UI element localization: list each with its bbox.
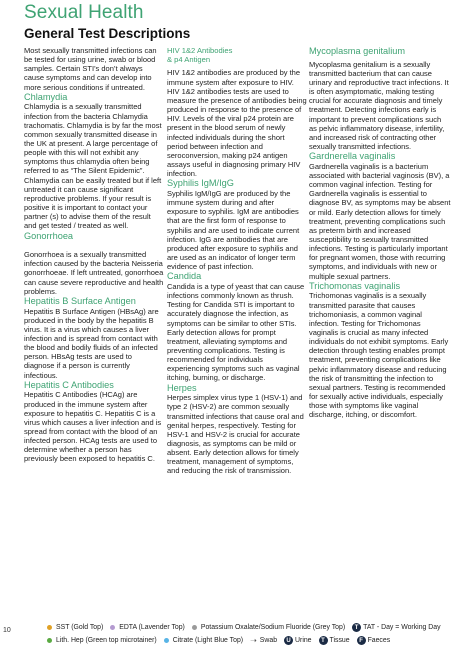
legend-label-tissue: Tissue bbox=[329, 637, 350, 644]
section-text-trichomonas: Trichomonas vaginalis is a sexually transmitted parasite that causes trichomoniasis, a common vaginal infection. Testing for Trichomonas vaginalis is crucial as many infected individuals do not exhibit symptoms. Early detection through testing enables prompt treatment, preventing complications like pelvic inflammatory disease and reducing the risk of transmitting the infection to sexual partners. Testing is recommended for sexually active individuals, especially those with symptoms like vaginal discharge, itching, or discomfort. bbox=[309, 291, 449, 420]
legend-item-lith bbox=[47, 637, 157, 644]
section-text-hepatitis-c: Hepatitis C Antibodies (HCAg) are produced in the immune system after exposure to hepatitis C. Hepatitis C is a virus which causes a liver infection and is spread from contact with the blood of an infected person. HCAg tests are used to determine whether a person has previously been exposed to hepatitis C. bbox=[24, 390, 162, 464]
section-heading-candida: Candida bbox=[167, 271, 202, 282]
page-number: 10 bbox=[3, 627, 11, 634]
legend-item-faeces bbox=[357, 636, 391, 645]
column-3 bbox=[309, 46, 451, 420]
section-heading-syphilis: Syphilis IgM/IgG bbox=[167, 178, 234, 189]
legend-label-citrate: Citrate (Light Blue Top) bbox=[172, 637, 244, 644]
legend-item-tissue bbox=[319, 636, 350, 645]
section-text-hepatitis-b: Hepatitis B Surface Antigen (HBsAg) are produced in the body by the hepatitis B virus. It is a virus which causes a liver infection and is spread from contact with the blood and bodily fluids of an infected person. HBsAg tests are used to diagnose if a person is currently infectious. bbox=[24, 306, 159, 380]
page-title: Sexual Health bbox=[24, 2, 144, 23]
section-text-syphilis: Syphilis IgM/IgG are produced by the immune system during and after exposure to syphilis. IgM are antibodies that are the first form of response to syphilis and are used to indicate current infection. IgG are antibodies that are produced after exposure to syphilis and are used as an indicator of longer term evidence of past infection. bbox=[167, 188, 300, 272]
section-heading-trichomonas: Trichomonas vaginalis bbox=[309, 280, 401, 291]
legend-label-urine: Urine bbox=[295, 637, 312, 644]
legend-label-tat: TAT - Day = Working Day bbox=[363, 624, 441, 631]
urine-badge-icon: U bbox=[284, 636, 293, 645]
section-text-chlamydia: Chlamydia is a sexually transmitted infection from the bacteria Chlamydia trachomatis. Chlamydia is by far the most common sexually transmitted disease in the UK at present. A large percentage of people with this will not exhibit any symptoms thus chlamydia often being referred to as “The Silent Epidemic”. Chlamydia can be easily treated but if left untreated it can cause significant reproductive problems. If your result is positive it is important to contact your partner (s) to advise them of the result and get tested / treated as well. bbox=[24, 102, 162, 231]
legend-label-sst: SST (Gold Top) bbox=[56, 624, 104, 631]
section-heading-hepatitis-c: Hepatitis C Antibodies bbox=[24, 379, 114, 390]
edta-dot-icon bbox=[110, 625, 115, 630]
legend-item-citrate bbox=[164, 637, 243, 644]
faeces-badge-icon: F bbox=[357, 636, 366, 645]
tissue-badge-icon: T bbox=[319, 636, 328, 645]
section-text-mycoplasma: Mycoplasma genitalium is a sexually transmitted bacterium that can cause urinary and reproductive tract infections. It is often asymptomatic, making testing crucial for accurate diagnosis and timely treatment. Detecting infections early is important to prevent complications such as pelvic inflammatory disease, infertility, and increased risk of contracting other sexually transmitted infections. bbox=[309, 59, 449, 151]
section-heading-chlamydia: Chlamydia bbox=[24, 91, 68, 102]
section-heading-gonorrhoea: Gonorrhoea bbox=[24, 230, 74, 241]
column-2 bbox=[167, 46, 307, 476]
section-text-gonorrhoea: Gonorrhoea is a sexually transmitted infection caused by the bacteria Neisseria gonorrhoeae. If left untreated, gonorrhoea can cause severe reproductive and health problems. bbox=[24, 250, 164, 296]
section-text-gardnerella: Gardnerella vaginalis is a bacterium associated with bacterial vaginosis (BV), a common vaginal infection. Testing for Gardnerella vaginalis is essential to diagnose BV, as symptoms may be absent or mild. Early detection allows for timely treatment, preventing complications such as preterm birth and increased susceptibility to sexually transmitted infections. Testing is particularly important for pregnant women, those with recurring symptoms, and individuals with new or multiple sexual partners. bbox=[309, 161, 451, 281]
page-subtitle: General Test Descriptions bbox=[24, 26, 191, 41]
legend-item-swab bbox=[250, 636, 277, 645]
section-text-herpes: Herpes simplex virus type 1 (HSV-1) and type 2 (HSV-2) are common sexually transmitted infections that cause oral and genital herpes, respectively. Testing for HSV-1 and HSV-2 is crucial for accurate diagnosis, as symptoms can be mild or absent. Early detection allows for timely treatment, management of symptoms, and reducing the risk of transmission. bbox=[167, 393, 304, 476]
legend-row-1 bbox=[47, 623, 457, 632]
citrate-dot-icon bbox=[164, 638, 169, 643]
section-heading-hepatitis-b: Hepatitis B Surface Antigen bbox=[24, 295, 136, 306]
sst-dot-icon bbox=[47, 625, 52, 630]
section-text-hiv: HIV 1&2 antibodies are produced by the immune system after exposure to HIV. HIV 1&2 antibodies tests are used to measure the presence of antibodies being produced in response to the presence of HIV. Levels of the viral p24 protein are present in the blood serum of newly infected individuals during the short period between infection and seroconversion, making p24 antigen assays useful in diagnosing primary HIV infection. bbox=[167, 68, 307, 179]
intro-text: Most sexually transmitted infections can be tested for using urine, swab or blood samples. Certain STI’s don’t always cause symptoms and can develop into more serious conditions if untreated. bbox=[24, 46, 157, 92]
legend-item-tat bbox=[352, 623, 440, 632]
legend-item-sst bbox=[47, 624, 103, 631]
section-text-candida: Candida is a type of yeast that can cause infections commonly known as thrush. Testing for Candida STI is important to accurately diagnose the infection, as symptoms can be similar to other STIs. Early detection allows for prompt treatment, alleviating symptoms and preventing complications. Testing is recommended for individuals experiencing symptoms such as vaginal itching, burning, or discharge. bbox=[167, 281, 305, 383]
lith-dot-icon bbox=[47, 638, 52, 643]
legend-item-edta bbox=[110, 624, 185, 631]
section-heading-hiv-line1: HIV 1&2 Antibodies bbox=[167, 46, 233, 55]
column-1 bbox=[24, 46, 164, 464]
section-heading-hiv-line2: & p4 Antigen bbox=[167, 55, 211, 65]
potassium-dot-icon bbox=[192, 625, 197, 630]
legend-label-edta: EDTA (Lavender Top) bbox=[119, 624, 185, 631]
legend-item-urine bbox=[284, 636, 311, 645]
section-heading-mycoplasma: Mycoplasma genitalium bbox=[309, 46, 405, 56]
section-heading-gardnerella: Gardnerella vaginalis bbox=[309, 151, 396, 162]
legend-label-faeces: Faeces bbox=[367, 637, 391, 644]
section-heading-herpes: Herpes bbox=[167, 382, 197, 393]
legend-label-potassium: Potassium Oxalate/Sodium Fluoride (Grey Top) bbox=[200, 624, 346, 631]
legend-label-swab: Swab bbox=[259, 637, 278, 644]
legend-row-2 bbox=[47, 636, 457, 645]
legend-item-potassium bbox=[192, 624, 345, 631]
tat-badge-icon: T bbox=[352, 623, 361, 632]
legend-label-lith: Lith. Hep (Green top microtainer) bbox=[56, 637, 157, 644]
swab-icon: ➝ bbox=[250, 636, 257, 645]
